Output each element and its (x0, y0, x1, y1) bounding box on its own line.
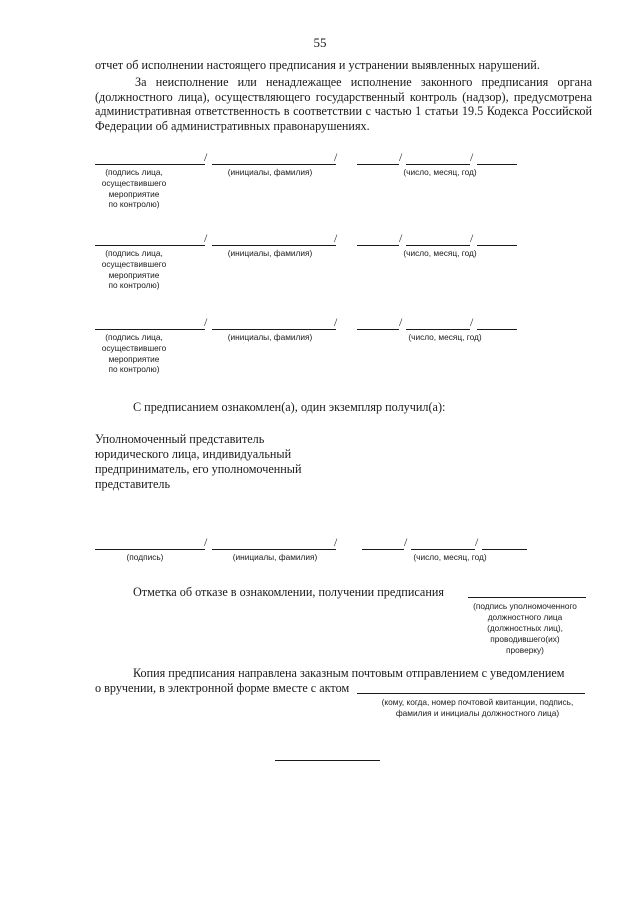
date-month-line (406, 164, 470, 165)
copy-line-1: Копия предписания направлена заказным почтовым отправлением с уведомлением (133, 666, 565, 680)
copy-recipient-line (357, 693, 585, 694)
name-caption: (инициалы, фамилия) (227, 167, 313, 177)
separator: / (204, 231, 208, 245)
separator: / (404, 535, 408, 549)
sign-caption: (подпись) (126, 552, 164, 562)
date-year-line (477, 164, 517, 165)
separator: / (399, 150, 403, 164)
signature-block (0, 150, 640, 230)
separator: / (470, 315, 474, 329)
refusal-caption: (подпись уполномоченного должностного лица (должностных лиц), проводившего(их) проверку) (473, 601, 577, 655)
date-year-line (477, 245, 517, 246)
name-line (212, 329, 336, 330)
date-caption: (число, месяц, год) (408, 332, 482, 342)
date-day-line (357, 329, 399, 330)
sign-caption: (подпись лица, осуществившего мероприятие по контролю) (101, 248, 167, 291)
separator: / (334, 315, 338, 329)
separator: / (475, 535, 479, 549)
date-year-line (477, 329, 517, 330)
separator: / (399, 231, 403, 245)
copy-line-2: о вручении, в электронной форме вместе с актом (95, 681, 350, 695)
name-caption: (инициалы, фамилия) (232, 552, 318, 562)
liability-paragraph: За неисполнение или ненадлежащее исполнение законного предписания органа (должностного лица), осуществляющего государственный контроль (надзор), предусмотрена административная ответственность в соответствии с частью 1 статьи 19.5 Кодекса Российской Федерации об административных правонарушениях. (95, 75, 592, 133)
date-day-line (357, 164, 399, 165)
name-line (212, 549, 336, 550)
separator: / (334, 231, 338, 245)
date-year-line (482, 549, 527, 550)
page-number: 55 (313, 35, 327, 50)
name-line (212, 245, 336, 246)
sign-caption: (подпись лица, осуществившего мероприятие по контролю) (101, 167, 167, 210)
footer-rule (275, 760, 380, 761)
separator: / (204, 535, 208, 549)
separator: / (334, 535, 338, 549)
date-month-line (411, 549, 475, 550)
date-day-line (357, 245, 399, 246)
date-caption: (число, месяц, год) (403, 248, 477, 258)
date-caption: (число, месяц, год) (403, 167, 477, 177)
separator: / (470, 150, 474, 164)
separator: / (334, 150, 338, 164)
separator: / (204, 315, 208, 329)
signature-block (0, 315, 640, 395)
date-month-line (406, 329, 470, 330)
separator: / (399, 315, 403, 329)
signature-line (95, 164, 205, 165)
name-caption: (инициалы, фамилия) (227, 248, 313, 258)
signature-line (95, 329, 205, 330)
separator: / (204, 150, 208, 164)
date-day-line (362, 549, 404, 550)
signature-line (95, 549, 205, 550)
acknowledgement-text: С предписанием ознакомлен(а), один экземпляр получил(а): (133, 400, 446, 414)
date-caption: (число, месяц, год) (413, 552, 487, 562)
name-line (212, 164, 336, 165)
copy-caption: (кому, когда, номер почтовой квитанции, подпись, фамилия и инициалы должностного лица) (381, 697, 574, 718)
signature-block (0, 231, 640, 311)
representative-label: Уполномоченный представитель юридического лица, индивидуальный предприниматель, его уполномоченный представитель (95, 432, 302, 491)
separator: / (470, 231, 474, 245)
refusal-label: Отметка об отказе в ознакомлении, получении предписания (133, 585, 444, 599)
signature-line (95, 245, 205, 246)
intro-line: отчет об исполнении настоящего предписания и устранении выявленных нарушений. (95, 58, 540, 72)
sign-caption: (подпись лица, осуществившего мероприятие по контролю) (101, 332, 167, 375)
refusal-signature-line (468, 597, 586, 598)
date-month-line (406, 245, 470, 246)
name-caption: (инициалы, фамилия) (227, 332, 313, 342)
